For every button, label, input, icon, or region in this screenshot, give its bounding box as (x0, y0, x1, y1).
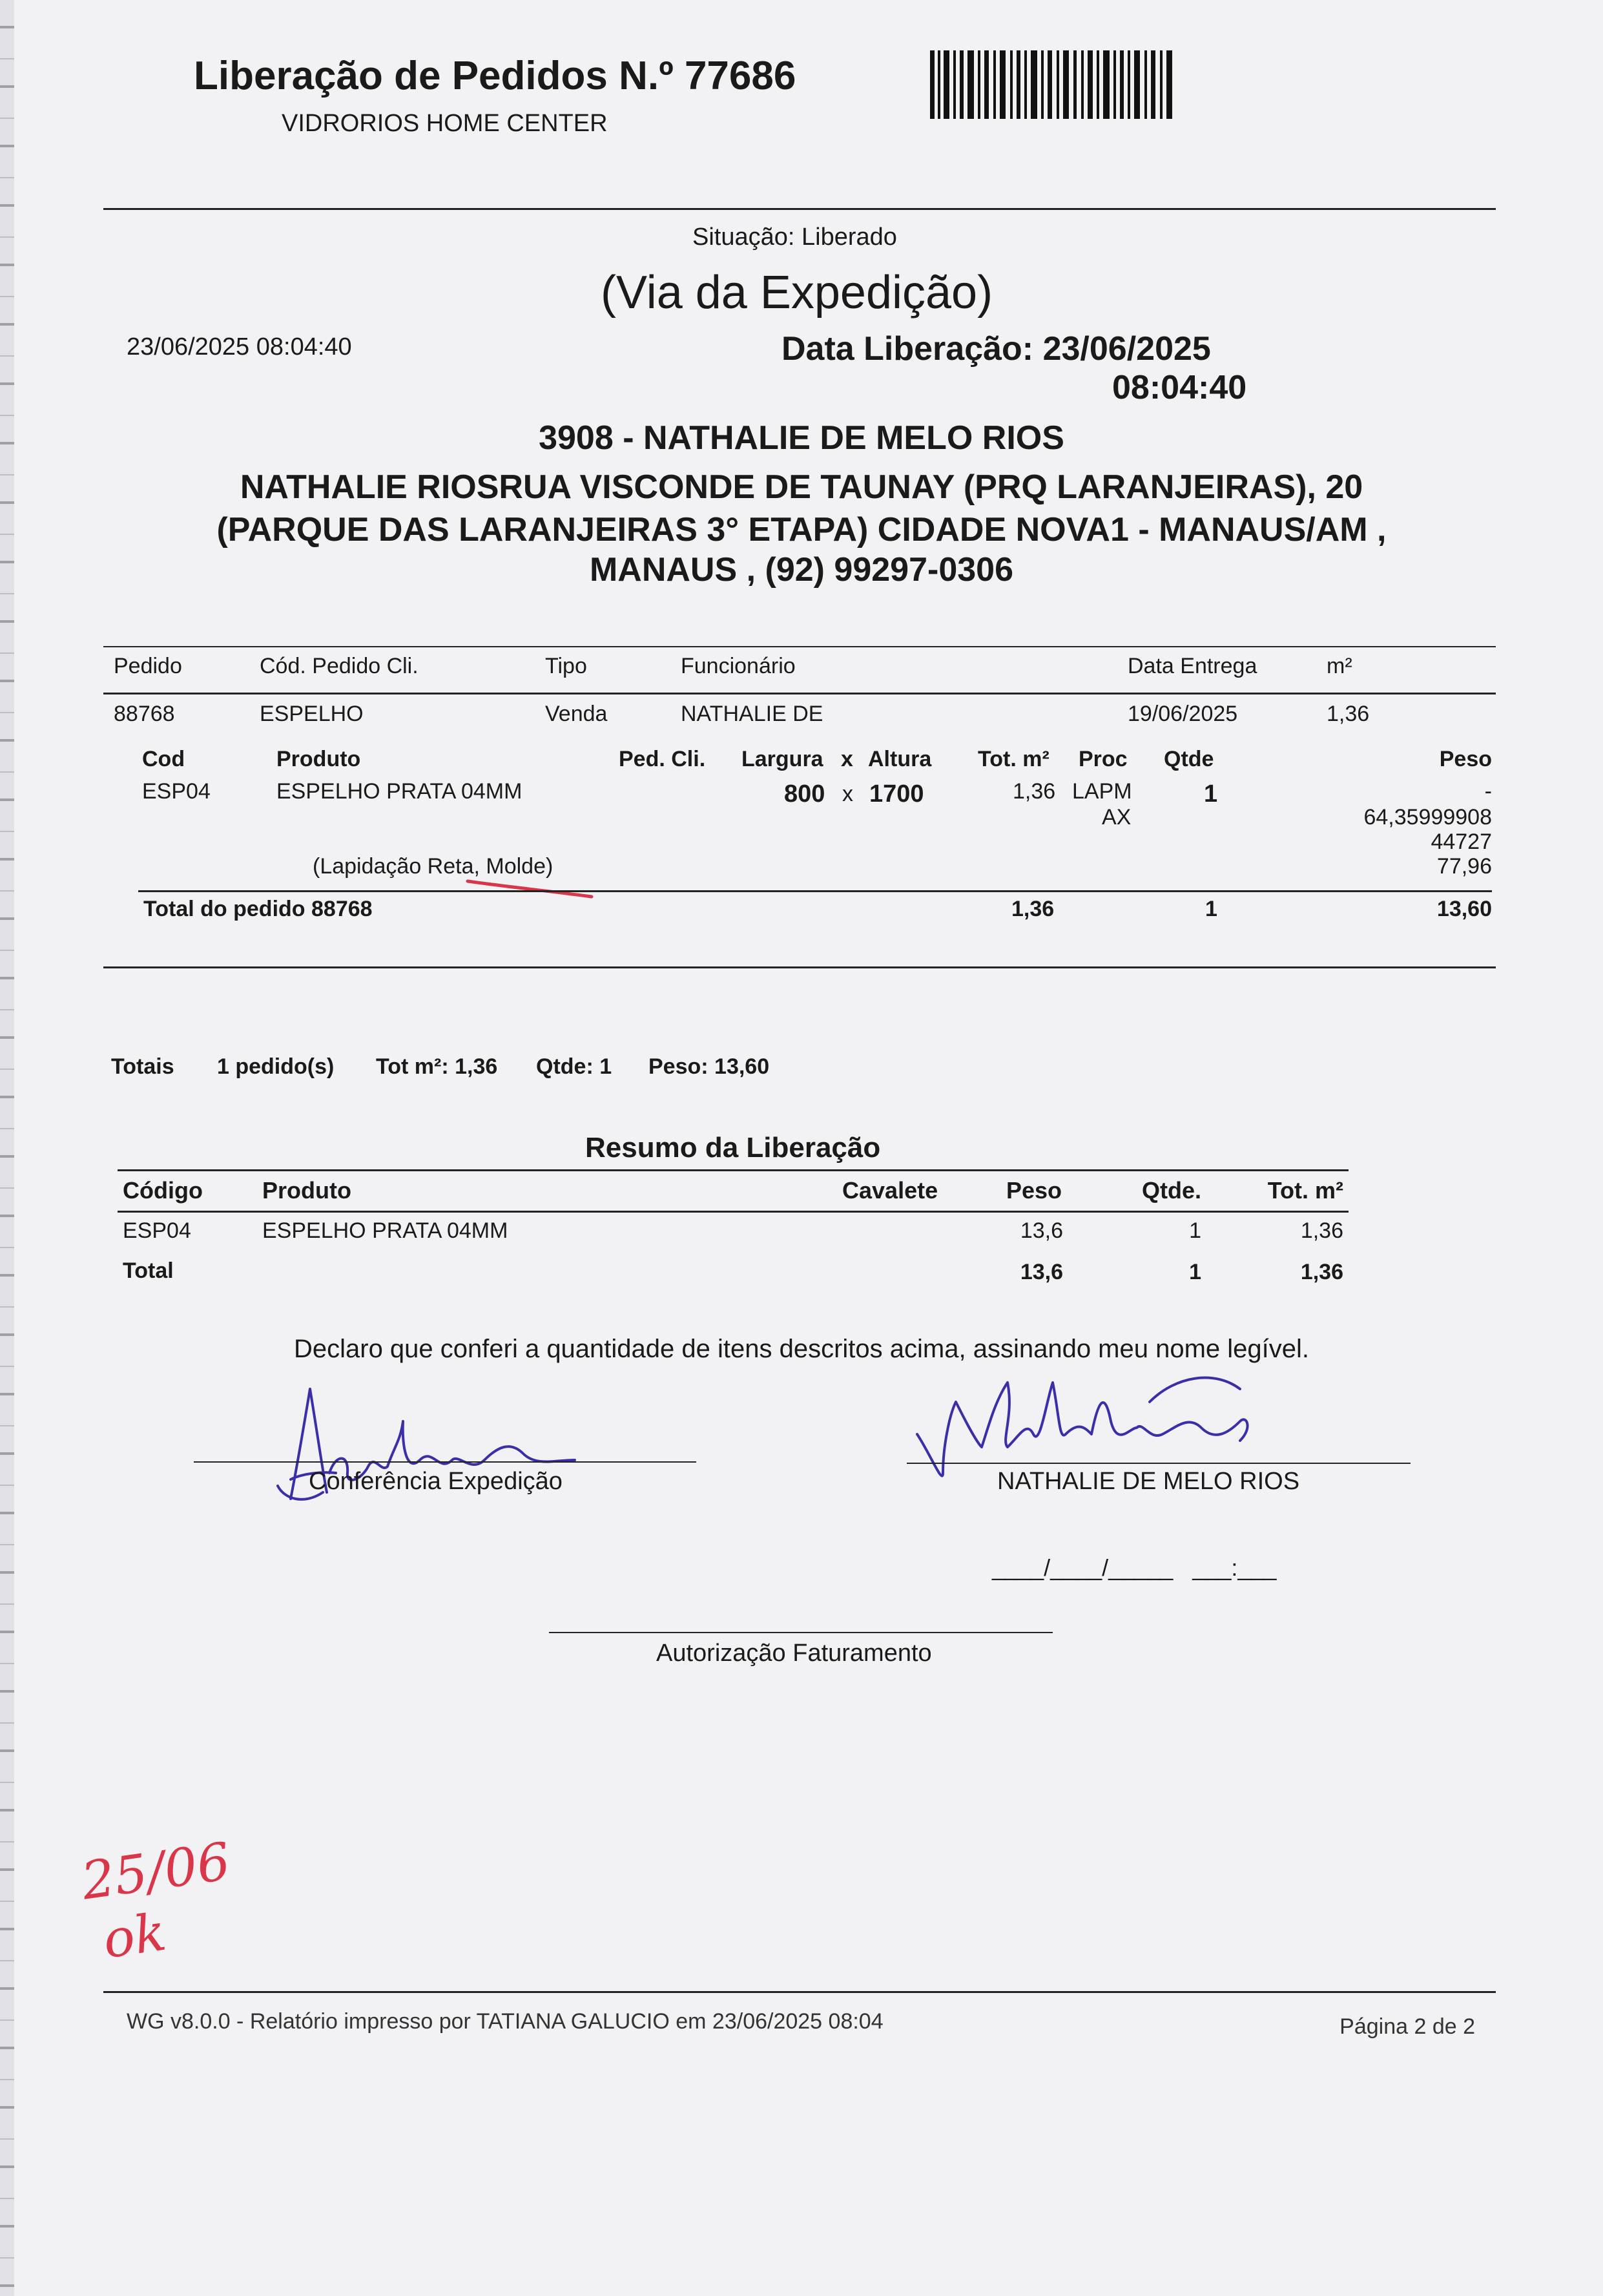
resumo-top-rule (118, 1169, 1349, 1171)
item-produto: ESPELHO PRATA 04MM (276, 779, 522, 804)
total-pedido-m2: 1,36 (1011, 897, 1055, 921)
col-tipo: Tipo (545, 654, 587, 678)
resumo-qtde: 1 (1189, 1218, 1201, 1243)
resumo-title: Resumo da Liberação (585, 1132, 881, 1164)
col-data-entrega: Data Entrega (1128, 654, 1257, 678)
client-address-line1: NATHALIE RIOSRUA VISCONDE DE TAUNAY (PRQ LARANJEIRAS), 20 (240, 468, 1363, 506)
client-address-line3: MANAUS , (92) 99297-0306 (589, 551, 1014, 589)
resumo-col-qtde: Qtde. (1142, 1177, 1202, 1204)
col-qtde: Qtde (1164, 747, 1214, 771)
totais-pedidos: 1 pedido(s) (217, 1054, 335, 1079)
order-data-entrega: 19/06/2025 (1128, 702, 1238, 726)
left-signature-line (194, 1461, 696, 1463)
resumo-total-peso: 13,6 (1020, 1260, 1063, 1284)
item-proc-line2: AX (1102, 805, 1132, 830)
resumo-col-cavalete: Cavalete (842, 1177, 938, 1204)
declaration-text: Declaro que conferi a quantidade de itens descritos acima, assinando meu nome legível. (293, 1335, 1310, 1363)
col-funcionario: Funcionário (681, 654, 796, 678)
page-title: Liberação de Pedidos N.º 77686 (194, 54, 796, 98)
item-note: (Lapidação Reta, Molde) (313, 854, 553, 879)
company-name: VIDRORIOS HOME CENTER (282, 110, 608, 137)
resumo-peso: 13,6 (1020, 1218, 1063, 1243)
item-cod: ESP04 (142, 779, 211, 804)
order-pedido: 88768 (114, 702, 175, 726)
item-x: x (842, 782, 853, 806)
scan-edge-artifact (0, 0, 14, 2296)
resumo-col-produto: Produto (262, 1177, 351, 1204)
right-signature-line (907, 1463, 1411, 1464)
item-largura: 800 (784, 780, 825, 808)
order-table-header-rule (103, 693, 1496, 694)
item-qtde: 1 (1204, 780, 1218, 808)
item-peso-line2: 64,35999908 (1363, 805, 1492, 830)
col-x: x (841, 747, 853, 771)
item-proc-line1: LAPM (1072, 779, 1132, 804)
resumo-produto: ESPELHO PRATA 04MM (262, 1218, 508, 1243)
autorizacao-label: Autorização Faturamento (656, 1640, 932, 1667)
resumo-col-codigo: Código (123, 1177, 203, 1204)
print-datetime: 23/06/2025 08:04:40 (127, 333, 352, 360)
handwritten-ok: ok (99, 1901, 170, 1970)
item-tot-m2: 1,36 (1013, 779, 1056, 804)
handwritten-date: 25/06 (78, 1831, 234, 1912)
col-pedido: Pedido (114, 654, 182, 678)
col-produto: Produto (276, 747, 361, 771)
item-peso-line4: 77,96 (1436, 854, 1492, 879)
data-liberacao-time: 08:04:40 (1112, 369, 1247, 406)
resumo-total-label: Total (123, 1258, 174, 1283)
col-tot-m2: Tot. m² (978, 747, 1050, 771)
col-largura: Largura (741, 747, 823, 771)
footer-page-number: Página 2 de 2 (1339, 2014, 1475, 2039)
client-signature-label: NATHALIE DE MELO RIOS (997, 1468, 1300, 1495)
col-proc: Proc (1079, 747, 1128, 771)
totais-label: Totais (111, 1054, 174, 1079)
red-underline-mark (465, 873, 594, 899)
order-cod-pedido-cli: ESPELHO (260, 702, 364, 726)
autorizacao-line (549, 1632, 1053, 1633)
totais-m2: Tot m²: 1,36 (376, 1054, 498, 1079)
col-altura: Altura (868, 747, 932, 771)
resumo-header-rule (118, 1211, 1349, 1213)
totais-peso: Peso: 13,60 (648, 1054, 770, 1079)
resumo-col-peso: Peso (1006, 1177, 1062, 1204)
order-m2: 1,36 (1327, 702, 1370, 726)
col-cod-pedido-cli: Cód. Pedido Cli. (260, 654, 419, 678)
barcode-icon (930, 50, 1175, 119)
via-title: (Via da Expedição) (601, 267, 993, 318)
col-m2: m² (1327, 654, 1352, 678)
item-altura: 1700 (869, 780, 924, 808)
client-name: 3908 - NATHALIE DE MELO RIOS (539, 419, 1064, 457)
total-pedido-qtde: 1 (1205, 897, 1217, 921)
item-peso-line3: 44727 (1431, 830, 1492, 854)
date-time-blank: ____/____/_____ ___:___ (992, 1554, 1277, 1581)
order-tipo: Venda (545, 702, 608, 726)
header-divider (103, 208, 1496, 210)
data-liberacao: Data Liberação: 23/06/2025 (781, 330, 1211, 368)
col-cod: Cod (142, 747, 185, 771)
item-peso-line1: - (1484, 779, 1492, 804)
conferencia-label: Conferência Expedição (309, 1468, 563, 1495)
resumo-total-qtde: 1 (1189, 1260, 1201, 1284)
total-pedido-label: Total do pedido 88768 (143, 897, 373, 921)
order-section-bottom-rule (103, 966, 1496, 968)
total-pedido-peso: 13,60 (1436, 897, 1492, 921)
resumo-tot-m2: 1,36 (1300, 1218, 1343, 1243)
client-address-line2: (PARQUE DAS LARANJEIRAS 3° ETAPA) CIDADE NOVA1 - MANAUS/AM , (216, 511, 1387, 548)
footer-rule (103, 1991, 1496, 1993)
resumo-codigo: ESP04 (123, 1218, 191, 1243)
col-ped-cli: Ped. Cli. (619, 747, 706, 771)
situacao-text: Situação: Liberado (692, 224, 897, 251)
order-funcionario: NATHALIE DE (681, 702, 823, 726)
order-table-top-rule (103, 646, 1496, 647)
footer-printed-by: WG v8.0.0 - Relatório impresso por TATIANA GALUCIO em 23/06/2025 08:04 (127, 2009, 884, 2034)
totais-qtde: Qtde: 1 (536, 1054, 612, 1079)
resumo-total-tot-m2: 1,36 (1300, 1260, 1343, 1284)
resumo-col-tot-m2: Tot. m² (1267, 1177, 1343, 1204)
items-total-rule (138, 890, 1492, 892)
col-peso: Peso (1439, 747, 1492, 771)
